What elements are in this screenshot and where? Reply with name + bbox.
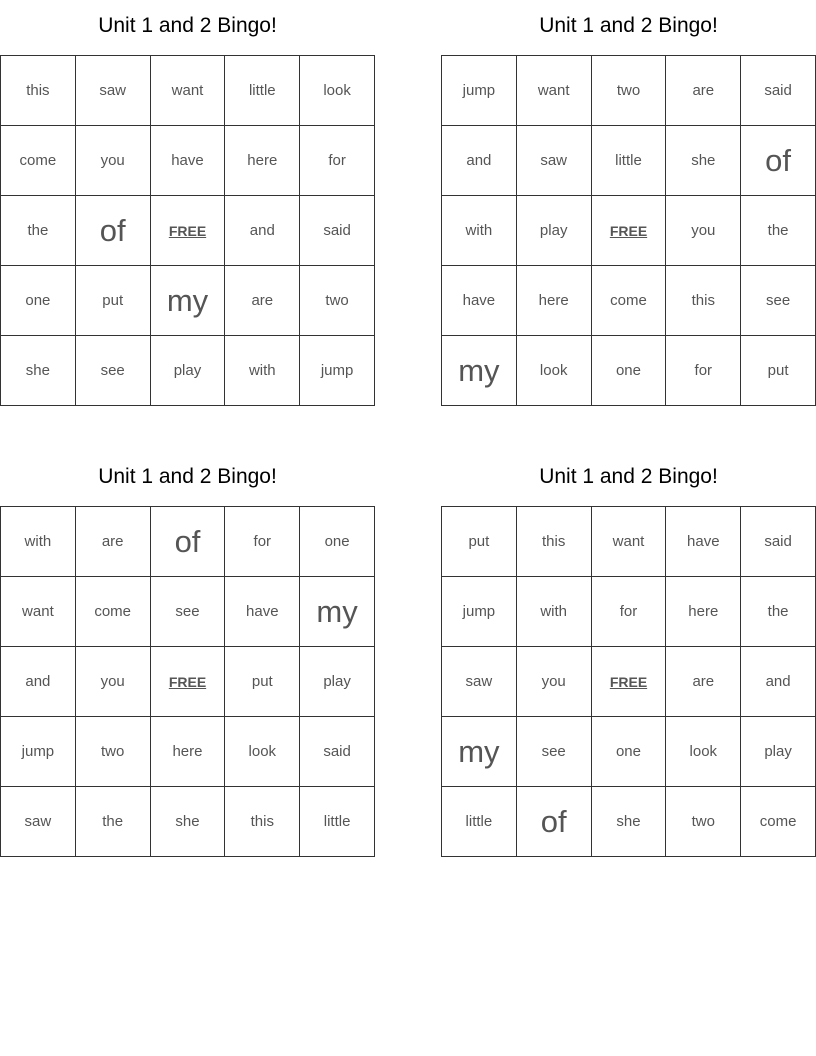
bingo-cell: have (666, 507, 741, 577)
bingo-cell: look (300, 56, 375, 126)
bingo-cell: jump (442, 56, 517, 126)
bingo-cell: and (225, 196, 300, 266)
bingo-cell: of (741, 126, 816, 196)
bingo-cell: for (666, 336, 741, 406)
bingo-cell: with (225, 336, 300, 406)
bingo-cell: two (300, 266, 375, 336)
bingo-cell: have (225, 577, 300, 647)
bingo-cell: want (151, 56, 226, 126)
bingo-cell: one (300, 507, 375, 577)
bingo-cell: said (741, 56, 816, 126)
bingo-cell: for (225, 507, 300, 577)
bingo-cell: two (592, 56, 667, 126)
bingo-cell: are (666, 647, 741, 717)
bingo-cell: she (151, 787, 226, 857)
bingo-cell: put (76, 266, 151, 336)
free-space: FREE (151, 196, 226, 266)
card-title: Unit 1 and 2 Bingo! (98, 465, 277, 488)
bingo-cell: one (1, 266, 76, 336)
bingo-cell: two (76, 717, 151, 787)
bingo-cell: want (517, 56, 592, 126)
bingo-cell: the (76, 787, 151, 857)
card-title: Unit 1 and 2 Bingo! (539, 465, 718, 488)
bingo-cell: come (1, 126, 76, 196)
bingo-cell: are (225, 266, 300, 336)
bingo-cell: said (300, 717, 375, 787)
bingo-cell: saw (1, 787, 76, 857)
bingo-cell: saw (442, 647, 517, 717)
bingo-cell: she (666, 126, 741, 196)
bingo-cell: little (225, 56, 300, 126)
bingo-cell: this (1, 56, 76, 126)
bingo-cell: put (442, 507, 517, 577)
bingo-cell: look (666, 717, 741, 787)
bingo-grid (0, 55, 375, 406)
free-space: FREE (592, 196, 667, 266)
bingo-cell: see (151, 577, 226, 647)
bingo-cell: look (517, 336, 592, 406)
bingo-cell: you (76, 647, 151, 717)
free-space: FREE (151, 647, 226, 717)
bingo-cell: my (300, 577, 375, 647)
bingo-cell: have (151, 126, 226, 196)
bingo-cell: one (592, 336, 667, 406)
bingo-cell: here (517, 266, 592, 336)
bingo-cell: put (225, 647, 300, 717)
bingo-cell: see (517, 717, 592, 787)
free-space: FREE (592, 647, 667, 717)
bingo-grid (441, 506, 816, 857)
bingo-cell: and (741, 647, 816, 717)
bingo-cell: said (300, 196, 375, 266)
card-title: Unit 1 and 2 Bingo! (539, 14, 718, 37)
bingo-cell: jump (300, 336, 375, 406)
bingo-cell: the (741, 577, 816, 647)
bingo-grid (441, 55, 816, 406)
bingo-cell: play (300, 647, 375, 717)
bingo-cell: one (592, 717, 667, 787)
bingo-cell: play (151, 336, 226, 406)
bingo-cell: my (442, 717, 517, 787)
bingo-cell: look (225, 717, 300, 787)
bingo-cell: my (151, 266, 226, 336)
bingo-cell: with (517, 577, 592, 647)
bingo-cell: here (225, 126, 300, 196)
bingo-cell: here (666, 577, 741, 647)
bingo-cell: play (517, 196, 592, 266)
bingo-cell: she (592, 787, 667, 857)
bingo-cell: my (442, 336, 517, 406)
bingo-cell: want (592, 507, 667, 577)
bingo-cell: this (225, 787, 300, 857)
bingo-cell: of (517, 787, 592, 857)
bingo-cell: saw (517, 126, 592, 196)
bingo-cell: two (666, 787, 741, 857)
bingo-cell: saw (76, 56, 151, 126)
bingo-cell: here (151, 717, 226, 787)
bingo-cell: and (442, 126, 517, 196)
bingo-cell: put (741, 336, 816, 406)
bingo-cell: the (1, 196, 76, 266)
bingo-cell: you (517, 647, 592, 717)
bingo-cell: see (76, 336, 151, 406)
bingo-cell: little (592, 126, 667, 196)
bingo-cell: of (151, 507, 226, 577)
bingo-cell: little (300, 787, 375, 857)
bingo-cell: jump (1, 717, 76, 787)
bingo-cell: of (76, 196, 151, 266)
bingo-cell: are (76, 507, 151, 577)
bingo-cell: with (1, 507, 76, 577)
bingo-cell: for (300, 126, 375, 196)
bingo-cell: said (741, 507, 816, 577)
bingo-cell: jump (442, 577, 517, 647)
bingo-cell: have (442, 266, 517, 336)
bingo-cell: with (442, 196, 517, 266)
bingo-cell: see (741, 266, 816, 336)
bingo-cell: play (741, 717, 816, 787)
bingo-cell: for (592, 577, 667, 647)
bingo-cell: want (1, 577, 76, 647)
bingo-cell: this (666, 266, 741, 336)
bingo-cell: come (741, 787, 816, 857)
bingo-cell: she (1, 336, 76, 406)
bingo-cell: you (76, 126, 151, 196)
bingo-cell: you (666, 196, 741, 266)
bingo-cell: come (592, 266, 667, 336)
bingo-cell: and (1, 647, 76, 717)
bingo-cell: the (741, 196, 816, 266)
card-title: Unit 1 and 2 Bingo! (98, 14, 277, 37)
bingo-cell: are (666, 56, 741, 126)
bingo-grid (0, 506, 375, 857)
bingo-cell: come (76, 577, 151, 647)
bingo-cell: little (442, 787, 517, 857)
bingo-cell: this (517, 507, 592, 577)
